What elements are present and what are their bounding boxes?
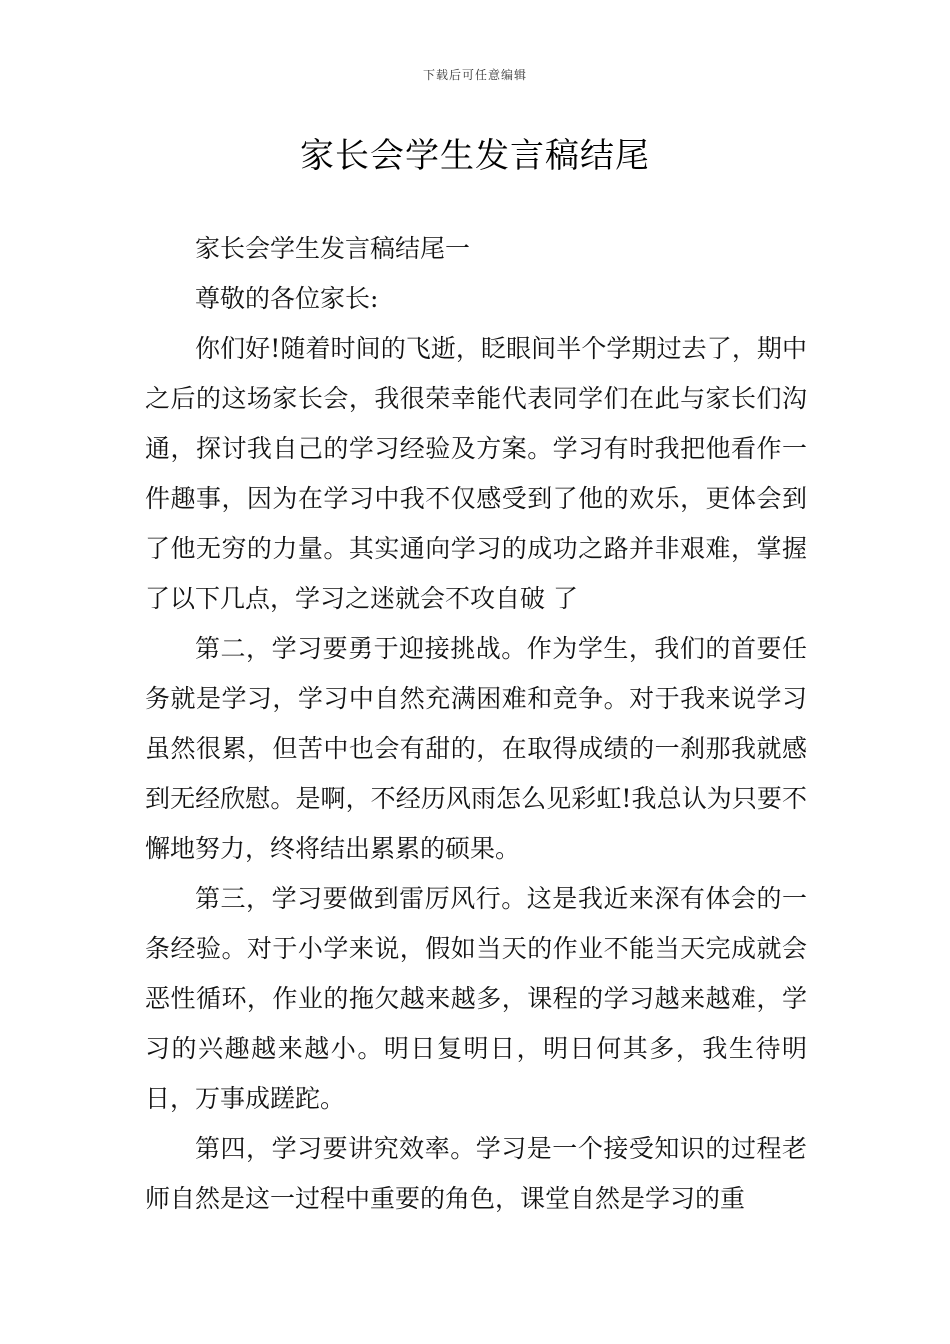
paragraph-intro: 你们好!随着时间的飞逝，眨眼间半个学期过去了，期中之后的这场家长会，我很荣幸能代表同学们在此与家长们沟通，探讨我自己的学习经验及方案。学习有时我把他看作一件趣事，因为在学习中我不仅感受到了他的欢乐，更体会到了他无穷的力量。其实通向学习的成功之路并非艰难，掌握了以下几点，学习之迷就会不攻自破 了 xyxy=(145,334,807,613)
document-body xyxy=(145,224,807,1224)
paragraph-fourth-point: 第四，学习要讲究效率。学习是一个接受知识的过程老师自然是这一过程中重要的角色，课堂自然是学习的重 xyxy=(145,1134,807,1213)
paragraph-second-point: 第二，学习要勇于迎接挑战。作为学生，我们的首要任务就是学习，学习中自然充满困难和竞争。对于我来说学习虽然很累，但苦中也会有甜的，在取得成绩的一刹那我就感到无经欣慰。是啊，不经历风雨怎么见彩虹!我总认为只要不懈地努力，终将结出累累的硕果。 xyxy=(145,634,807,863)
header-note: 下载后可任意编辑 xyxy=(422,68,527,82)
paragraph-third-point: 第三，学习要做到雷厉风行。这是我近来深有体会的一条经验。对于小学来说，假如当天的作业不能当天完成就会恶性循环，作业的拖欠越来越多，课程的学习越来越难，学习的兴趣越来越小。明日复明日，明日何其多，我生待明日，万事成蹉跎。 xyxy=(145,884,807,1113)
paragraph-subtitle: 家长会学生发言稿结尾一 xyxy=(195,234,471,263)
document-title: 家长会学生发言稿结尾 xyxy=(300,136,650,176)
paragraph-salutation: 尊敬的各位家长: xyxy=(195,284,379,313)
